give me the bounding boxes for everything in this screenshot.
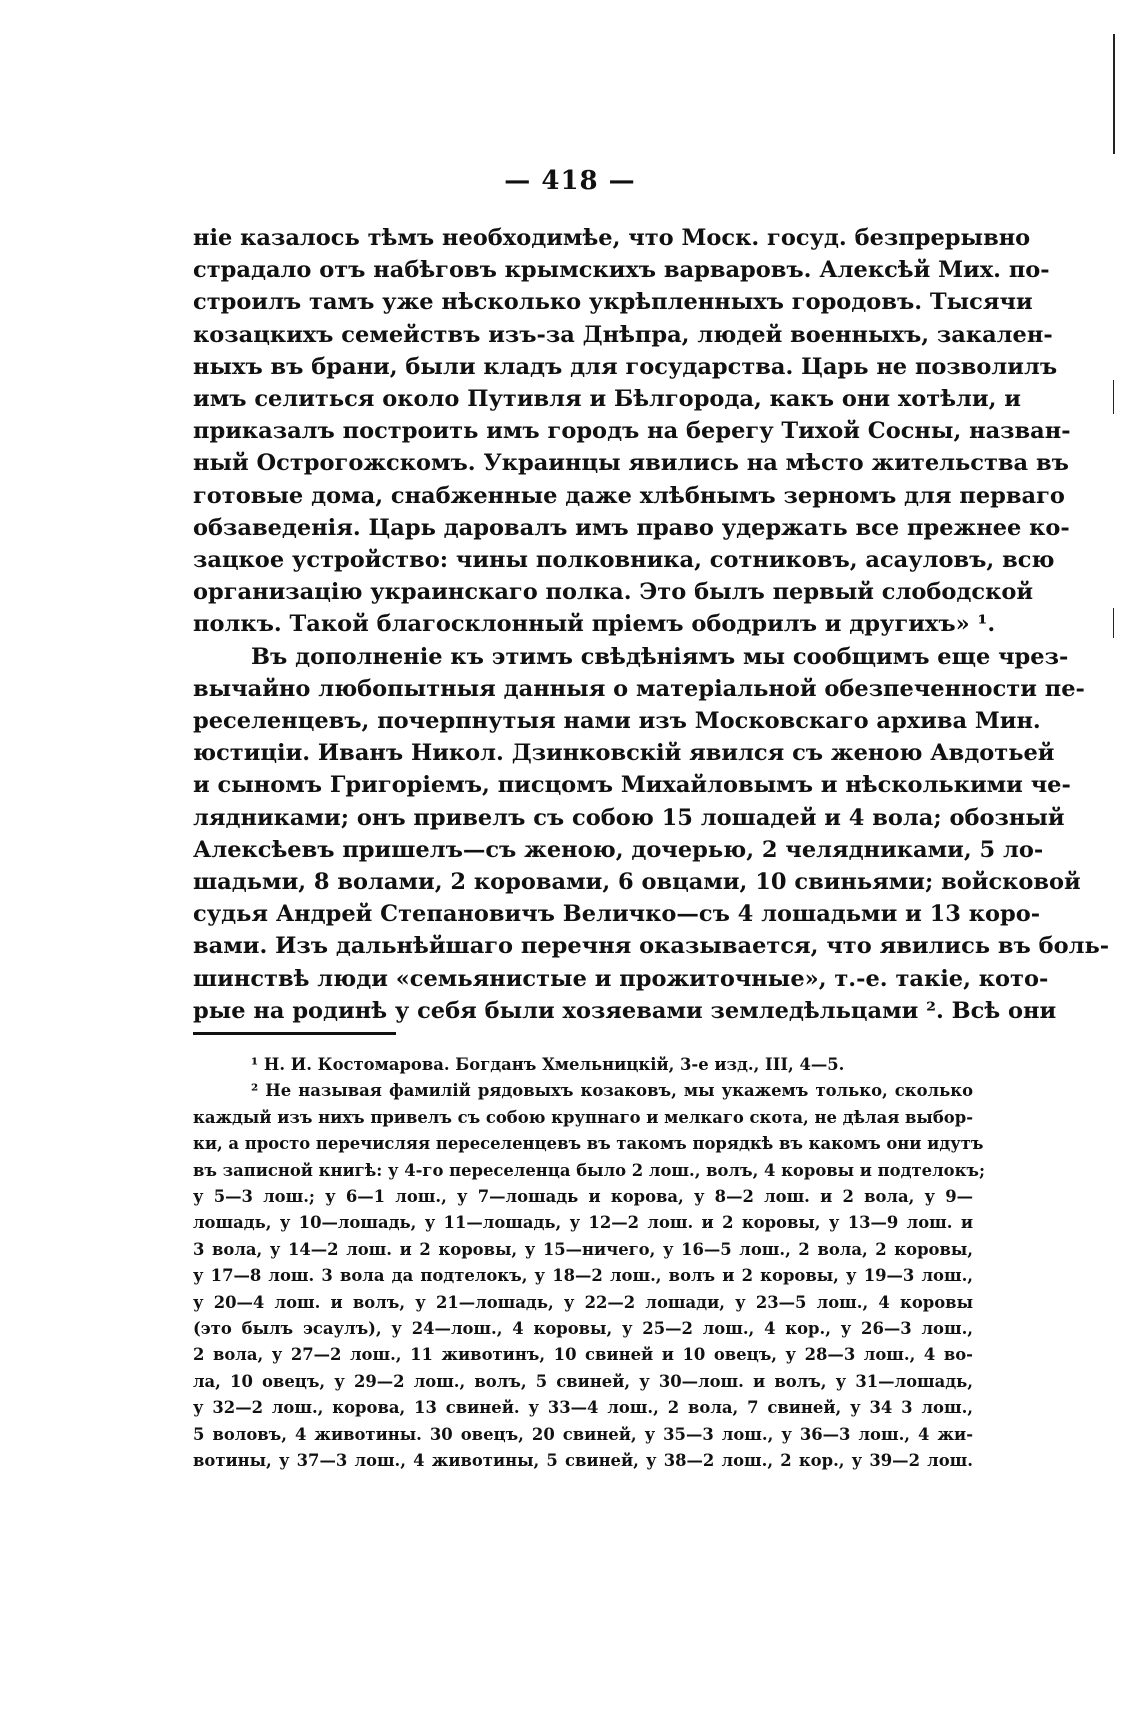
text-line: организацію украинскаго полка. Это былъ первый слободской bbox=[193, 579, 1034, 606]
text-line: зацкое устройство: чины полковника, сотниковъ, асауловъ, всю bbox=[193, 547, 1055, 574]
footnote-line: ² Не называя фамилій рядовыхъ козаковъ, мы укажемъ только, сколько bbox=[251, 1081, 973, 1101]
text-line: полкъ. Такой благосклонный пріемъ ободрилъ и другихъ» ¹. bbox=[193, 611, 996, 638]
text-line: и сыномъ Григоріемъ, писцомъ Михайловымъ и нѣсколькими че- bbox=[193, 772, 1071, 799]
footnote-line: у 32—2 лош., корова, 13 свиней. у 33—4 лош., 2 вола, 7 свиней, у 34 3 лош., bbox=[193, 1398, 973, 1418]
text-line: лядниками; онъ привелъ съ собою 15 лошадей и 4 вола; обозный bbox=[193, 804, 1065, 831]
text-line: ныхъ въ брани, были кладъ для государства. Царь не позволилъ bbox=[193, 353, 1058, 380]
text-line: приказалъ построить имъ городъ на берегу Тихой Сосны, назван- bbox=[193, 418, 1071, 445]
text-line: строилъ тамъ уже нѣсколько укрѣпленныхъ городовъ. Тысячи bbox=[193, 289, 1033, 316]
text-line: шинствѣ люди «семьянистые и прожиточные», т.-е. такіе, кото- bbox=[193, 965, 1049, 992]
footnote-line: у 20—4 лош. и волъ, у 21—лошадь, у 22—2 лошади, у 23—5 лош., 4 коровы bbox=[193, 1292, 973, 1312]
text-line: обзаведенія. Царь даровалъ имъ право удержать все прежнее ко- bbox=[193, 514, 1070, 541]
footnote-line: 2 вола, у 27—2 лош., 11 животинъ, 10 свиней и 10 овецъ, у 28—3 лош., 4 во- bbox=[193, 1345, 973, 1365]
text-line: шадьми, 8 волами, 2 коровами, 6 овцами, 10 свиньями; войсковой bbox=[193, 869, 1081, 896]
footnote-line: лошадь, у 10—лошадь, у 11—лошадь, у 12—2 лош. и 2 коровы, у 13—9 лош. и bbox=[193, 1213, 973, 1233]
text-line: имъ селиться около Путивля и Бѣлгорода, какъ они хотѣли, и bbox=[193, 386, 1021, 413]
footnote-line: ки, а просто перечисляя переселенцевъ въ такомъ порядкѣ въ какомъ они идутъ bbox=[193, 1134, 984, 1154]
text-line: страдало отъ набѣговъ крымскихъ варваровъ. Алексѣй Мих. по- bbox=[193, 257, 1050, 284]
footnote-divider bbox=[193, 1032, 396, 1035]
text-line: козацкихъ семействъ изъ-за Днѣпра, людей военныхъ, закален- bbox=[193, 321, 1053, 348]
footnote-line: (это былъ эсаулъ), у 24—лош., 4 коровы, у 25—2 лош., 4 кор., у 26—3 лош., bbox=[193, 1319, 973, 1339]
text-line: вычайно любопытныя данныя о матеріальной обезпеченности пе- bbox=[193, 675, 1085, 702]
page-edge-mark bbox=[1113, 380, 1114, 414]
text-line: рые на родинѣ у себя были хозяевами земледѣльцами ². Всѣ они bbox=[193, 997, 1057, 1024]
footnote-line: у 17—8 лош. 3 вола да подтелокъ, у 18—2 лош., волъ и 2 коровы, у 19—3 лош., bbox=[193, 1266, 973, 1286]
page-number: — 418 — bbox=[504, 166, 636, 196]
text-line: юстиціи. Иванъ Никол. Дзинковскій явился съ женою Авдотьей bbox=[193, 740, 1055, 767]
text-line: судья Андрей Степановичъ Величко—съ 4 лошадьми и 13 коро- bbox=[193, 901, 1041, 928]
footnote-line: 5 воловъ, 4 животины. 30 овецъ, 20 свиней, у 35—3 лош., у 36—3 лош., 4 жи- bbox=[193, 1424, 973, 1444]
footnote-line: вотины, у 37—3 лош., 4 животины, 5 свиней, у 38—2 лош., 2 кор., у 39—2 лош. bbox=[193, 1451, 973, 1471]
footnote-line: каждый изъ нихъ привелъ съ собою крупнаго и мелкаго скота, не дѣлая выбор- bbox=[193, 1107, 973, 1127]
footnote-line: ла, 10 овецъ, у 29—2 лош., волъ, 5 свиней, у 30—лош. и волъ, у 31—лошадь, bbox=[193, 1371, 973, 1391]
text-line: ный Острогожскомъ. Украинцы явились на мѣсто жительства въ bbox=[193, 450, 1069, 477]
text-line: вами. Изъ дальнѣйшаго перечня оказывается, что явились въ боль- bbox=[193, 933, 1110, 960]
text-line: реселенцевъ, почерпнутыя нами изъ Московскаго архива Мин. bbox=[193, 708, 1041, 735]
footnote-line: у 5—3 лош.; у 6—1 лош., у 7—лошадь и корова, у 8—2 лош. и 2 вола, у 9— bbox=[193, 1187, 973, 1207]
footnote-line: въ записной книгѣ: у 4-го переселенца было 2 лош., волъ, 4 коровы и подтелокъ; bbox=[193, 1160, 986, 1180]
text-line: ніе казалось тѣмъ необходимѣе, что Моск. госуд. безпрерывно bbox=[193, 225, 1031, 251]
text-line: Алексѣевъ пришелъ—съ женою, дочерью, 2 челядниками, 5 ло- bbox=[193, 836, 1044, 863]
text-line: готовые дома, снабженные даже хлѣбнымъ зерномъ для перваго bbox=[193, 482, 1065, 509]
text-line: Въ дополненіе къ этимъ свѣдѣніямъ мы сообщимъ еще чрез- bbox=[251, 643, 1069, 670]
page-edge-mark bbox=[1113, 34, 1115, 154]
footnotes bbox=[193, 1052, 986, 1475]
page-edge-mark bbox=[1113, 608, 1114, 638]
footnote-line: ¹ Н. И. Костомарова. Богданъ Хмельницкій, 3-е изд., III, 4—5. bbox=[251, 1055, 845, 1074]
footnote-line: 3 вола, у 14—2 лош. и 2 коровы, у 15—ничего, у 16—5 лош., 2 вола, 2 коровы, bbox=[193, 1239, 973, 1259]
main-text bbox=[193, 222, 1110, 1027]
